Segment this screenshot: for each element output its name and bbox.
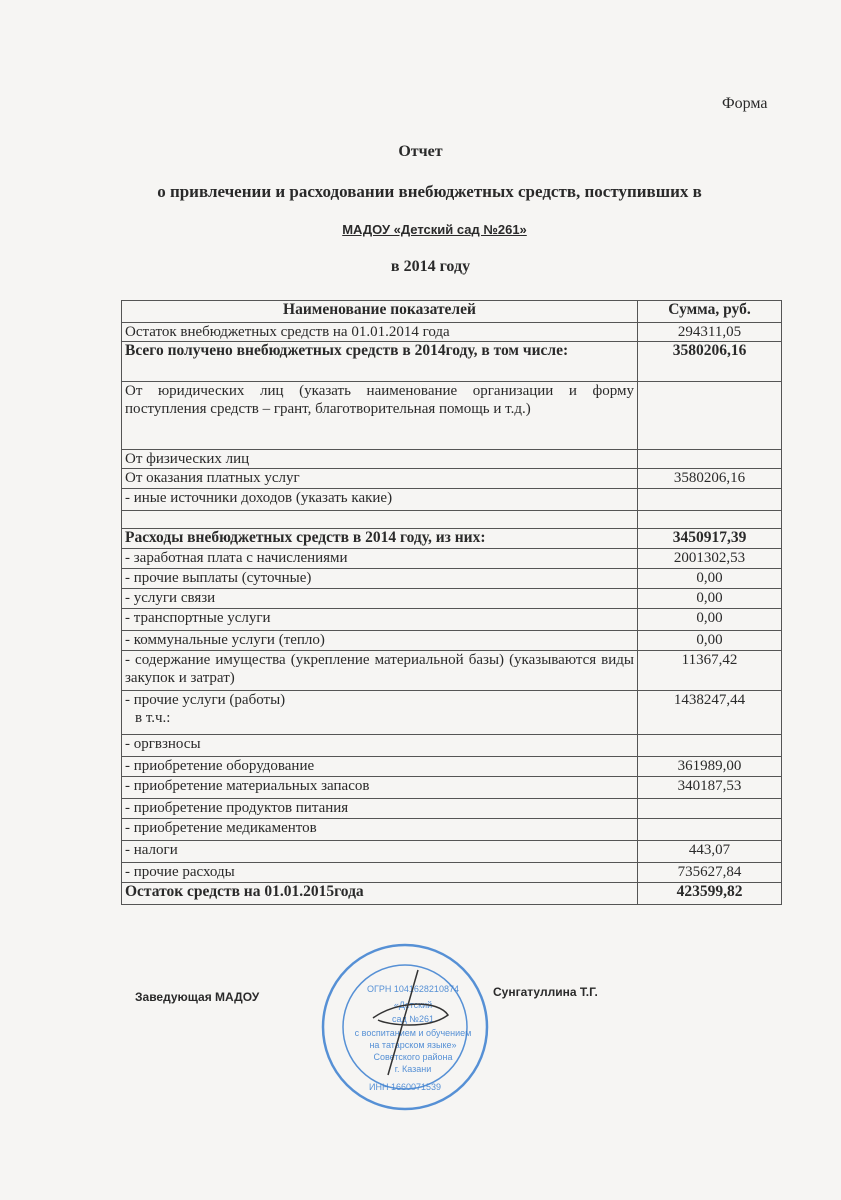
row-value: 3580206,16 (638, 469, 782, 489)
svg-text:ОГРН 1041628210874: ОГРН 1041628210874 (367, 984, 459, 994)
row-value (638, 799, 782, 819)
row-name (122, 589, 638, 609)
row-name (122, 450, 638, 469)
row-name (122, 799, 638, 819)
table-row (122, 883, 782, 905)
row-value (638, 735, 782, 757)
row-value: 0,00 (638, 609, 782, 631)
table-row (122, 819, 782, 841)
row-name (122, 841, 638, 863)
row-name-text: Остаток внебюджетных средств на 01.01.2014 года (125, 324, 450, 340)
row-name-text: - оргвзносы (125, 736, 201, 752)
row-value: 294311,05 (638, 323, 782, 342)
table-row (122, 569, 782, 589)
svg-text:на татарском языке»: на татарском языке» (369, 1040, 457, 1050)
row-value: 735627,84 (638, 863, 782, 883)
row-name (122, 549, 638, 569)
row-name (122, 529, 638, 549)
row-name (122, 382, 638, 450)
row-name-text: Расходы внебюджетных средств в 2014 году, из них: (125, 529, 486, 546)
row-name (122, 691, 638, 735)
row-name (122, 489, 638, 511)
table-row (122, 549, 782, 569)
row-name (122, 631, 638, 651)
table-row (122, 529, 782, 549)
table-row (122, 511, 782, 529)
svg-text:сад №261: сад №261 (392, 1014, 434, 1024)
table-row (122, 450, 782, 469)
row-name-text: - услуги связи (125, 590, 216, 606)
row-name (122, 651, 638, 691)
svg-text:с воспитанием и обучением: с воспитанием и обучением (354, 1028, 472, 1038)
row-value (638, 450, 782, 469)
table-row (122, 323, 782, 342)
row-name (122, 569, 638, 589)
row-name-text: - заработная плата с начислениями (125, 550, 348, 566)
row-value: 3450917,39 (638, 529, 782, 549)
table-row (122, 631, 782, 651)
row-name-text: - коммунальные услуги (тепло) (125, 632, 325, 648)
row-name (122, 735, 638, 757)
row-name-text: - прочие выплаты (суточные) (125, 570, 312, 586)
row-value: 340187,53 (638, 777, 782, 799)
table-row (122, 735, 782, 757)
row-name-text: От юридических лиц (указать наименование организации и форму поступления средств – грант, благотворительная помощь и т.д.) (125, 383, 634, 417)
row-name-text: Остаток средств на 01.01.2015года (125, 883, 364, 900)
table-row (122, 651, 782, 691)
form-label: Форма (722, 95, 768, 112)
table-row (122, 489, 782, 511)
row-name-text: - содержание имущества (укрепление материальной базы) (указываются виды закупок и затрат) (125, 652, 634, 686)
row-name-text: Всего получено внебюджетных средств в 2014году, в том числе: (125, 342, 569, 359)
row-name (122, 511, 638, 529)
document-title: Отчет (398, 143, 443, 160)
row-value (638, 819, 782, 841)
row-name (122, 863, 638, 883)
row-name-text: - транспортные услуги (125, 610, 271, 626)
row-name-text: - приобретение медикаментов (125, 820, 317, 836)
row-name-text: - приобретение материальных запасов (125, 778, 370, 794)
row-name-text: - прочие услуги (работы) (125, 692, 286, 708)
svg-text:«Детский: «Детский (393, 1000, 433, 1010)
column-header-sum: Сумма, руб. (638, 301, 782, 323)
table-row (122, 691, 782, 735)
organization-name: МАДОУ «Детский сад №261» (342, 222, 527, 237)
row-name-text: - приобретение продуктов питания (125, 800, 349, 816)
row-value (638, 382, 782, 450)
row-value (638, 511, 782, 529)
table-row (122, 382, 782, 450)
row-value: 11367,42 (638, 651, 782, 691)
row-name-text: От физических лиц (125, 451, 250, 467)
report-period: в 2014 году (390, 258, 471, 275)
row-value: 0,00 (638, 589, 782, 609)
svg-text:г. Казани: г. Казани (394, 1064, 432, 1074)
row-value: 3580206,16 (638, 342, 782, 382)
row-value: 0,00 (638, 631, 782, 651)
row-value: 423599,82 (638, 883, 782, 905)
table-header-row (122, 301, 782, 323)
column-header-name: Наименование показателей (122, 301, 638, 323)
row-value: 443,07 (638, 841, 782, 863)
row-name (122, 469, 638, 489)
table-row (122, 863, 782, 883)
row-value: 1438247,44 (638, 691, 782, 735)
table-row (122, 757, 782, 777)
row-name-text: - приобретение оборудование (125, 758, 315, 774)
row-name (122, 777, 638, 799)
table-row (122, 469, 782, 489)
svg-text:Советского района: Советского района (373, 1052, 453, 1062)
signatory-name: Сунгатуллина Т.Г. (493, 985, 598, 999)
table-row (122, 841, 782, 863)
signatory-position: Заведующая МАДОУ (135, 990, 260, 1004)
svg-text:ИНН 1660071539: ИНН 1660071539 (368, 1082, 442, 1092)
table-row (122, 609, 782, 631)
row-name (122, 757, 638, 777)
row-name (122, 883, 638, 905)
table-row (122, 777, 782, 799)
document-subtitle: о привлечении и расходовании внебюджетных средств, поступивших в (157, 182, 702, 201)
row-value: 2001302,53 (638, 549, 782, 569)
row-name (122, 609, 638, 631)
row-name-text: От оказания платных услуг (125, 470, 300, 486)
row-value: 361989,00 (638, 757, 782, 777)
table-row (122, 589, 782, 609)
row-name-text: - налоги (125, 842, 178, 858)
row-name-text: - иные источники доходов (указать какие) (125, 490, 393, 506)
row-name (122, 342, 638, 382)
row-name (122, 323, 638, 342)
row-name-text: - прочие расходы (125, 864, 235, 880)
table-row (122, 342, 782, 382)
row-value: 0,00 (638, 569, 782, 589)
row-name (122, 819, 638, 841)
table-row (122, 799, 782, 819)
report-table (121, 300, 782, 905)
row-name-subtext: в т.ч.: (135, 710, 171, 726)
official-stamp (318, 940, 493, 1115)
row-value (638, 489, 782, 511)
